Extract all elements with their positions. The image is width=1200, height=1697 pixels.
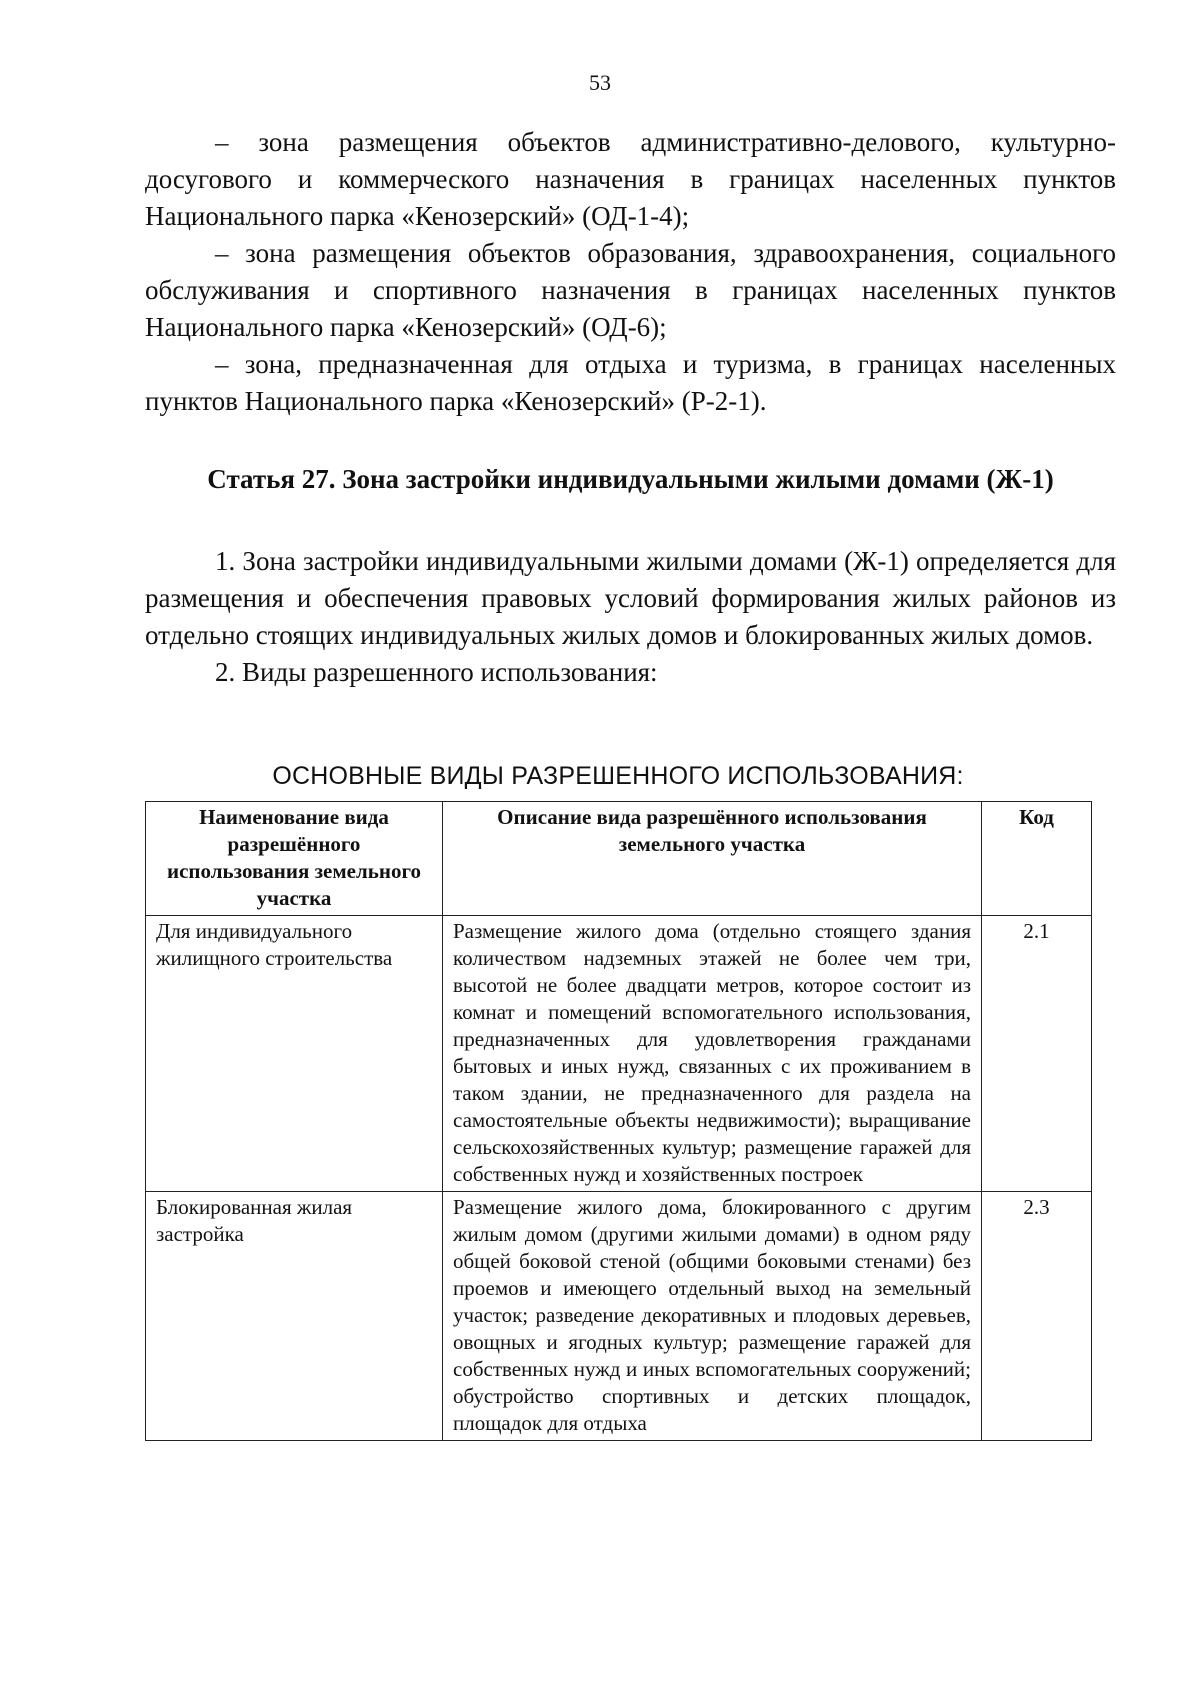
use-description-cell: Размещение жилого дома, блокированного с другим жилым домом (другими жилыми домами) в одном ряду общей боковой стеной (общими боковыми стенами) без проемов и имеющего отдельный выход на земельный участок; разведение декоративных и плодовых деревьев, овощных и ягодных культур; размещение гаражей для собственных нужд и иных вспомогательных сооружений; обустройство спортивных и детских площадок, площадок для отдыха [443,1192,982,1441]
intro-paragraph: – зона размещения объектов образования, здравоохранения, социального обслуживания и спортивного назначения в границах населенных пунктов Национального парка «Кенозерский» (ОД-6); [145,238,1116,342]
use-name-cell: Для индивидуального жилищного строительства [146,916,443,1192]
intro-zone-list [145,124,1116,420]
use-code-cell: 2.1 [982,916,1092,1192]
header-code: Код [982,802,1092,916]
table-header-row [146,802,1092,916]
intro-paragraph: – зона, предназначенная для отдыха и туризма, в границах населенных пунктов Национального парка «Кенозерский» (Р-2-1). [145,349,1116,416]
intro-paragraph: – зона размещения объектов административно-делового, культурно-досугового и коммерческого назначения в границах населенных пунктов Национального парка «Кенозерский» (ОД-1-4); [145,127,1116,231]
use-description-cell: Размещение жилого дома (отдельно стоящего здания количеством надземных этажей не более чем три, высотой не более двадцати метров, которое состоит из комнат и помещений вспомогательного использования, предназначенных для удовлетворения гражданами бытовых и иных нужд, связанных с их проживанием в таком здании, не предназначенного для раздела на самостоятельные объекты недвижимости); выращивание сельскохозяйственных культур; размещение гаражей для собственных нужд и хозяйственных построек [443,916,982,1192]
article-heading: Статья 27. Зона застройки индивидуальными жилыми домами (Ж-1) [207,464,1054,494]
table-caption: ОСНОВНЫЕ ВИДЫ РАЗРЕШЕННОГО ИСПОЛЬЗОВАНИЯ: [272,762,964,790]
permitted-uses-table [145,801,1092,1441]
article-paragraph: 1. Зона застройки индивидуальными жилыми домами (Ж-1) определяется для размещения и обеспечения правовых условий формирования жилых районов из отдельно стоящих индивидуальных жилых домов и блокированных жилых домов. [145,546,1116,650]
page-number: 53 [589,70,611,95]
table-row [146,916,1092,1192]
use-code-cell: 2.3 [982,1192,1092,1441]
header-name: Наименование вида разрешённого использования земельного участка [146,802,443,916]
article-body [145,543,1116,691]
article-paragraph: 2. Виды разрешенного использования: [215,657,658,687]
use-name-cell: Блокированная жилая застройка [146,1192,443,1441]
header-description: Описание вида разрешённого использования земельного участка [443,802,982,916]
table-row [146,1192,1092,1441]
